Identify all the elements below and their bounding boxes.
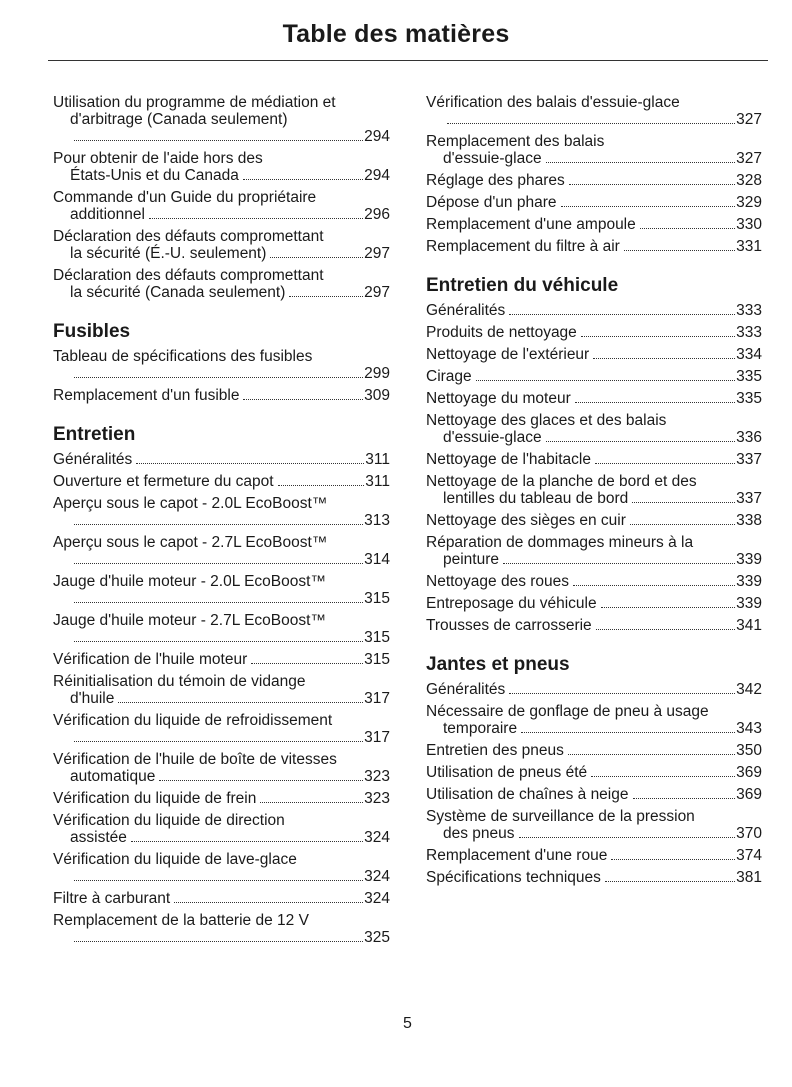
dot-leader <box>633 798 736 799</box>
toc-entry[interactable] <box>426 172 762 189</box>
toc-entry-title: Dépose d'un phare <box>426 194 557 211</box>
toc-page-number: 333 <box>736 324 762 341</box>
toc-entry[interactable] <box>426 847 762 864</box>
toc-entry[interactable] <box>53 94 390 145</box>
toc-entry-title: Réparation de dommages mineurs à la <box>426 534 694 551</box>
toc-entry-line <box>53 512 390 529</box>
toc-entry[interactable] <box>426 681 762 698</box>
toc-entry-line <box>53 690 390 707</box>
toc-entry-line <box>426 490 762 507</box>
toc-entry[interactable] <box>53 348 390 382</box>
toc-entry-line <box>426 573 762 590</box>
toc-entry-title: Vérification de l'huile de boîte de vitesses <box>53 751 337 768</box>
toc-entry-title: Généralités <box>426 681 506 698</box>
dot-leader <box>546 441 736 442</box>
toc-page-number: 341 <box>736 617 762 634</box>
section-heading: Jantes et pneus <box>426 654 570 675</box>
dot-leader <box>74 941 363 942</box>
toc-entry[interactable] <box>426 324 762 341</box>
toc-entry[interactable] <box>53 712 390 746</box>
toc-entry-line <box>53 829 390 846</box>
toc-entry[interactable] <box>426 617 762 634</box>
page-number: 5 <box>403 1015 412 1032</box>
toc-entry[interactable] <box>53 495 390 529</box>
toc-entry-line <box>53 206 390 223</box>
toc-entry-line <box>426 825 762 842</box>
toc-page-number: 329 <box>736 194 762 211</box>
toc-entry-continuation: d'essuie-glace <box>443 150 542 167</box>
dot-leader <box>149 218 363 219</box>
toc-entry-line <box>426 786 762 803</box>
toc-entry[interactable] <box>426 451 762 468</box>
toc-entry[interactable] <box>53 473 390 490</box>
dot-leader <box>624 250 735 251</box>
dot-leader <box>174 902 363 903</box>
dot-leader <box>118 702 363 703</box>
toc-entry-title: Déclaration des défauts compromettant <box>53 228 324 245</box>
toc-entry-title: Remplacement d'un fusible <box>53 387 240 404</box>
toc-entry[interactable] <box>426 786 762 803</box>
toc-entry-line <box>53 551 390 568</box>
toc-page-number: 374 <box>736 847 762 864</box>
toc-entry-title: Nettoyage de la planche de bord et des <box>426 473 697 490</box>
toc-right-column <box>426 94 762 891</box>
toc-page-number: 369 <box>736 786 762 803</box>
toc-entry-title: Aperçu sous le capot - 2.7L EcoBoost™ <box>53 534 328 551</box>
toc-entry[interactable] <box>426 346 762 363</box>
toc-entry-line <box>53 929 390 946</box>
toc-entry[interactable] <box>426 368 762 385</box>
toc-entry-line <box>426 172 762 189</box>
toc-entry-line <box>426 324 762 341</box>
toc-entry-line <box>53 473 390 490</box>
dot-leader <box>260 802 363 803</box>
toc-page-number: 336 <box>736 429 762 446</box>
toc-entry-line <box>53 768 390 785</box>
toc-entry-line <box>426 216 762 233</box>
dot-leader <box>251 663 363 664</box>
toc-entry[interactable] <box>53 790 390 807</box>
toc-page-number: 317 <box>364 690 390 707</box>
dot-leader <box>270 257 363 258</box>
dot-leader <box>568 754 735 755</box>
toc-entry-line <box>426 764 762 781</box>
toc-page-number: 324 <box>364 868 390 885</box>
toc-entry-line <box>426 302 762 319</box>
toc-entry-title: Ouverture et fermeture du capot <box>53 473 274 490</box>
toc-page-number: 337 <box>736 451 762 468</box>
toc-entry[interactable] <box>426 412 762 446</box>
toc-entry[interactable] <box>53 573 390 607</box>
toc-page-number: 325 <box>364 929 390 946</box>
toc-page-number: 327 <box>736 111 762 128</box>
toc-entry-title: Nettoyage de l'habitacle <box>426 451 591 468</box>
dot-leader <box>243 179 363 180</box>
dot-leader <box>605 881 735 882</box>
toc-entry[interactable] <box>53 751 390 785</box>
toc-entry-continuation: des pneus <box>443 825 515 842</box>
toc-entry-line <box>53 590 390 607</box>
toc-entry-line <box>426 451 762 468</box>
toc-entry-line <box>53 890 390 907</box>
toc-entry-title: Jauge d'huile moteur - 2.0L EcoBoost™ <box>53 573 326 590</box>
toc-page-number: 331 <box>736 238 762 255</box>
toc-entry[interactable] <box>426 742 762 759</box>
toc-entry-title: Vérification du liquide de frein <box>53 790 257 807</box>
toc-page-number: 328 <box>736 172 762 189</box>
page-title: Table des matières <box>282 20 510 48</box>
toc-page-number: 297 <box>364 284 390 301</box>
dot-leader <box>581 336 735 337</box>
toc-entry-continuation: États-Unis et du Canada <box>70 167 239 184</box>
dot-leader <box>640 228 735 229</box>
dot-leader <box>611 859 735 860</box>
toc-entry-title: Généralités <box>53 451 133 468</box>
toc-entry[interactable] <box>53 228 390 262</box>
dot-leader <box>159 780 363 781</box>
toc-entry[interactable] <box>53 651 390 668</box>
toc-entry-line <box>426 429 762 446</box>
toc-entry-title: Déclaration des défauts compromettant <box>53 267 324 284</box>
toc-entry[interactable] <box>426 512 762 529</box>
dot-leader <box>630 524 735 525</box>
toc-entry-title: Pour obtenir de l'aide hors des <box>53 150 263 167</box>
toc-entry-title: Vérification des balais d'essuie-glace <box>426 94 680 111</box>
dot-leader <box>509 314 735 315</box>
title-divider <box>48 60 768 61</box>
dot-leader <box>632 502 735 503</box>
toc-entry[interactable] <box>53 387 390 404</box>
toc-page-number: 350 <box>736 742 762 759</box>
toc-entry-line <box>426 869 762 886</box>
toc-page-number: 296 <box>364 206 390 223</box>
toc-page-number: 315 <box>364 590 390 607</box>
toc-page-number: 381 <box>736 869 762 886</box>
toc-entry-line <box>53 365 390 382</box>
toc-entry-title: Vérification du liquide de direction <box>53 812 285 829</box>
toc-entry[interactable] <box>426 473 762 507</box>
toc-entry-line <box>53 790 390 807</box>
section-heading: Entretien du véhicule <box>426 275 619 296</box>
dot-leader <box>569 184 735 185</box>
toc-page-number: 323 <box>364 790 390 807</box>
toc-page-number: 333 <box>736 302 762 319</box>
toc-page-number: 323 <box>364 768 390 785</box>
toc-page-number: 309 <box>364 387 390 404</box>
toc-entry-line <box>426 368 762 385</box>
toc-page-number: 315 <box>364 651 390 668</box>
toc-entry-continuation: automatique <box>70 768 156 785</box>
toc-entry-continuation: la sécurité (É.-U. seulement) <box>70 245 267 262</box>
toc-entry[interactable] <box>426 534 762 568</box>
toc-entry[interactable] <box>426 94 762 128</box>
toc-entry[interactable] <box>53 673 390 707</box>
toc-page-number: 342 <box>736 681 762 698</box>
toc-entry-title: Remplacement des balais <box>426 133 605 150</box>
toc-entry-line <box>426 720 762 737</box>
toc-entry-line <box>426 346 762 363</box>
toc-entry-title: Filtre à carburant <box>53 890 171 907</box>
toc-entry-title: Spécifications techniques <box>426 869 601 886</box>
toc-entry[interactable] <box>426 194 762 211</box>
toc-entry-line <box>426 617 762 634</box>
toc-entry-continuation: additionnel <box>70 206 145 223</box>
toc-entry-continuation: d'essuie-glace <box>443 429 542 446</box>
toc-entry-continuation: peinture <box>443 551 500 568</box>
toc-entry-title: Vérification de l'huile moteur <box>53 651 248 668</box>
section-heading: Entretien <box>53 424 136 445</box>
toc-entry-line <box>53 729 390 746</box>
dot-leader <box>595 463 735 464</box>
toc-entry[interactable] <box>53 267 390 301</box>
toc-entry-line <box>53 651 390 668</box>
dot-leader <box>601 607 736 608</box>
toc-page-number: 343 <box>736 720 762 737</box>
toc-entry-title: Jauge d'huile moteur - 2.7L EcoBoost™ <box>53 612 326 629</box>
toc-entry-title: Utilisation de pneus été <box>426 764 588 781</box>
toc-entry-line <box>426 111 762 128</box>
toc-page-number: 324 <box>364 890 390 907</box>
toc-entry-title: Nettoyage de l'extérieur <box>426 346 590 363</box>
dot-leader <box>546 162 736 163</box>
toc-entry[interactable] <box>426 390 762 407</box>
toc-entry[interactable] <box>426 869 762 886</box>
dot-leader <box>131 841 363 842</box>
toc-entry[interactable] <box>53 912 390 946</box>
toc-entry-line <box>426 742 762 759</box>
toc-entry-title: Réglage des phares <box>426 172 565 189</box>
toc-entry-title: Réinitialisation du témoin de vidange <box>53 673 306 690</box>
toc-entry-line <box>53 245 390 262</box>
toc-page-number: 311 <box>365 473 390 490</box>
toc-entry[interactable] <box>426 764 762 781</box>
toc-entry-title: Entreposage du véhicule <box>426 595 597 612</box>
dot-leader <box>74 140 363 141</box>
toc-entry-title: Cirage <box>426 368 472 385</box>
dot-leader <box>519 837 736 838</box>
dot-leader <box>575 402 735 403</box>
toc-page-number: 339 <box>736 573 762 590</box>
toc-page-number: 330 <box>736 216 762 233</box>
toc-entry-title: Généralités <box>426 302 506 319</box>
dot-leader <box>447 123 735 124</box>
toc-page-number: 337 <box>736 490 762 507</box>
toc-entry[interactable] <box>426 703 762 737</box>
toc-page-number: 324 <box>364 829 390 846</box>
toc-page-number: 335 <box>736 390 762 407</box>
toc-page-number: 299 <box>364 365 390 382</box>
dot-leader <box>74 563 363 564</box>
toc-entry[interactable] <box>53 534 390 568</box>
toc-entry-title: Tableau de spécifications des fusibles <box>53 348 313 365</box>
toc-entry-title: Utilisation du programme de médiation et d'arbitrage (Canada seulement) <box>53 94 336 128</box>
toc-entry-line <box>426 512 762 529</box>
toc-entry[interactable] <box>53 851 390 885</box>
toc-entry-continuation: temporaire <box>443 720 518 737</box>
toc-entry[interactable] <box>426 133 762 167</box>
toc-page-number: 370 <box>736 825 762 842</box>
toc-entry-title: Commande d'un Guide du propriétaire <box>53 189 317 206</box>
toc-entry-line <box>426 595 762 612</box>
toc-entry[interactable] <box>426 238 762 255</box>
toc-entry-title: Remplacement d'une roue <box>426 847 608 864</box>
toc-entry-line <box>53 128 390 145</box>
toc-entry-continuation: lentilles du tableau de bord <box>443 490 629 507</box>
toc-entry[interactable] <box>426 808 762 842</box>
dot-leader <box>74 741 363 742</box>
toc-page-number: 339 <box>736 551 762 568</box>
dot-leader <box>136 463 364 464</box>
toc-left-column <box>53 94 390 951</box>
toc-entry-title: Utilisation de chaînes à neige <box>426 786 629 803</box>
toc-entry-title: Trousses de carrosserie <box>426 617 592 634</box>
toc-page-number: 294 <box>364 128 390 145</box>
toc-entry-line <box>53 868 390 885</box>
toc-entry-title: Nettoyage des roues <box>426 573 570 590</box>
dot-leader <box>591 776 735 777</box>
toc-entry-title: Nettoyage des sièges en cuir <box>426 512 626 529</box>
toc-page-number: 314 <box>364 551 390 568</box>
toc-entry-line <box>426 390 762 407</box>
dot-leader <box>573 585 735 586</box>
dot-leader <box>509 693 735 694</box>
toc-entry-continuation: assistée <box>70 829 127 846</box>
toc-entry-line <box>53 451 390 468</box>
toc-page-number: 315 <box>364 629 390 646</box>
toc-entry-title: Remplacement d'une ampoule <box>426 216 636 233</box>
toc-entry[interactable] <box>53 612 390 646</box>
toc-page-number: 327 <box>736 150 762 167</box>
toc-entry-title: Remplacement du filtre à air <box>426 238 620 255</box>
toc-entry-line <box>426 847 762 864</box>
toc-page-number: 334 <box>736 346 762 363</box>
toc-entry-title: Vérification du liquide de lave-glace <box>53 851 297 868</box>
toc-entry-title: Produits de nettoyage <box>426 324 577 341</box>
toc-page-number: 317 <box>364 729 390 746</box>
toc-entry[interactable] <box>426 595 762 612</box>
toc-entry-title: Nécessaire de gonflage de pneu à usage <box>426 703 709 720</box>
toc-entry-title: Vérification du liquide de refroidissement <box>53 712 333 729</box>
toc-entry-line <box>426 150 762 167</box>
dot-leader <box>593 358 735 359</box>
dot-leader <box>243 399 363 400</box>
toc-page-number: 339 <box>736 595 762 612</box>
toc-page-number: 294 <box>364 167 390 184</box>
toc-entry-continuation: d'huile <box>70 690 115 707</box>
toc-page-number: 313 <box>364 512 390 529</box>
toc-entry[interactable] <box>53 150 390 184</box>
toc-entry[interactable] <box>426 302 762 319</box>
toc-entry[interactable] <box>426 573 762 590</box>
toc-page-number: 311 <box>365 451 390 468</box>
toc-page-number: 369 <box>736 764 762 781</box>
toc-page-number: 297 <box>364 245 390 262</box>
toc-entry-line <box>426 238 762 255</box>
toc-page-number: 338 <box>736 512 762 529</box>
dot-leader <box>74 602 363 603</box>
dot-leader <box>74 880 363 881</box>
toc-entry-line <box>53 284 390 301</box>
toc-entry-line <box>53 629 390 646</box>
toc-entry[interactable] <box>53 451 390 468</box>
dot-leader <box>74 641 363 642</box>
toc-entry-line <box>53 387 390 404</box>
toc-entry[interactable] <box>53 812 390 846</box>
section-heading: Fusibles <box>53 321 131 342</box>
toc-entry-title: Aperçu sous le capot - 2.0L EcoBoost™ <box>53 495 328 512</box>
toc-entry-line <box>53 167 390 184</box>
toc-entry-continuation: la sécurité (Canada seulement) <box>70 284 286 301</box>
dot-leader <box>289 296 363 297</box>
toc-entry-line <box>426 681 762 698</box>
dot-leader <box>521 732 735 733</box>
dot-leader <box>74 524 363 525</box>
dot-leader <box>476 380 735 381</box>
toc-entry-title: Remplacement de la batterie de 12 V <box>53 912 309 929</box>
dot-leader <box>503 563 735 564</box>
dot-leader <box>74 377 363 378</box>
toc-entry-title: Nettoyage du moteur <box>426 390 571 407</box>
toc-entry[interactable] <box>53 189 390 223</box>
toc-page-number: 335 <box>736 368 762 385</box>
dot-leader <box>278 485 365 486</box>
toc-entry-line <box>426 194 762 211</box>
toc-entry-title: Nettoyage des glaces et des balais <box>426 412 667 429</box>
dot-leader <box>561 206 736 207</box>
toc-entry-title: Entretien des pneus <box>426 742 564 759</box>
toc-entry[interactable] <box>426 216 762 233</box>
toc-entry-title: Système de surveillance de la pression <box>426 808 695 825</box>
toc-entry-line <box>426 551 762 568</box>
dot-leader <box>596 629 735 630</box>
toc-entry[interactable] <box>53 890 390 907</box>
